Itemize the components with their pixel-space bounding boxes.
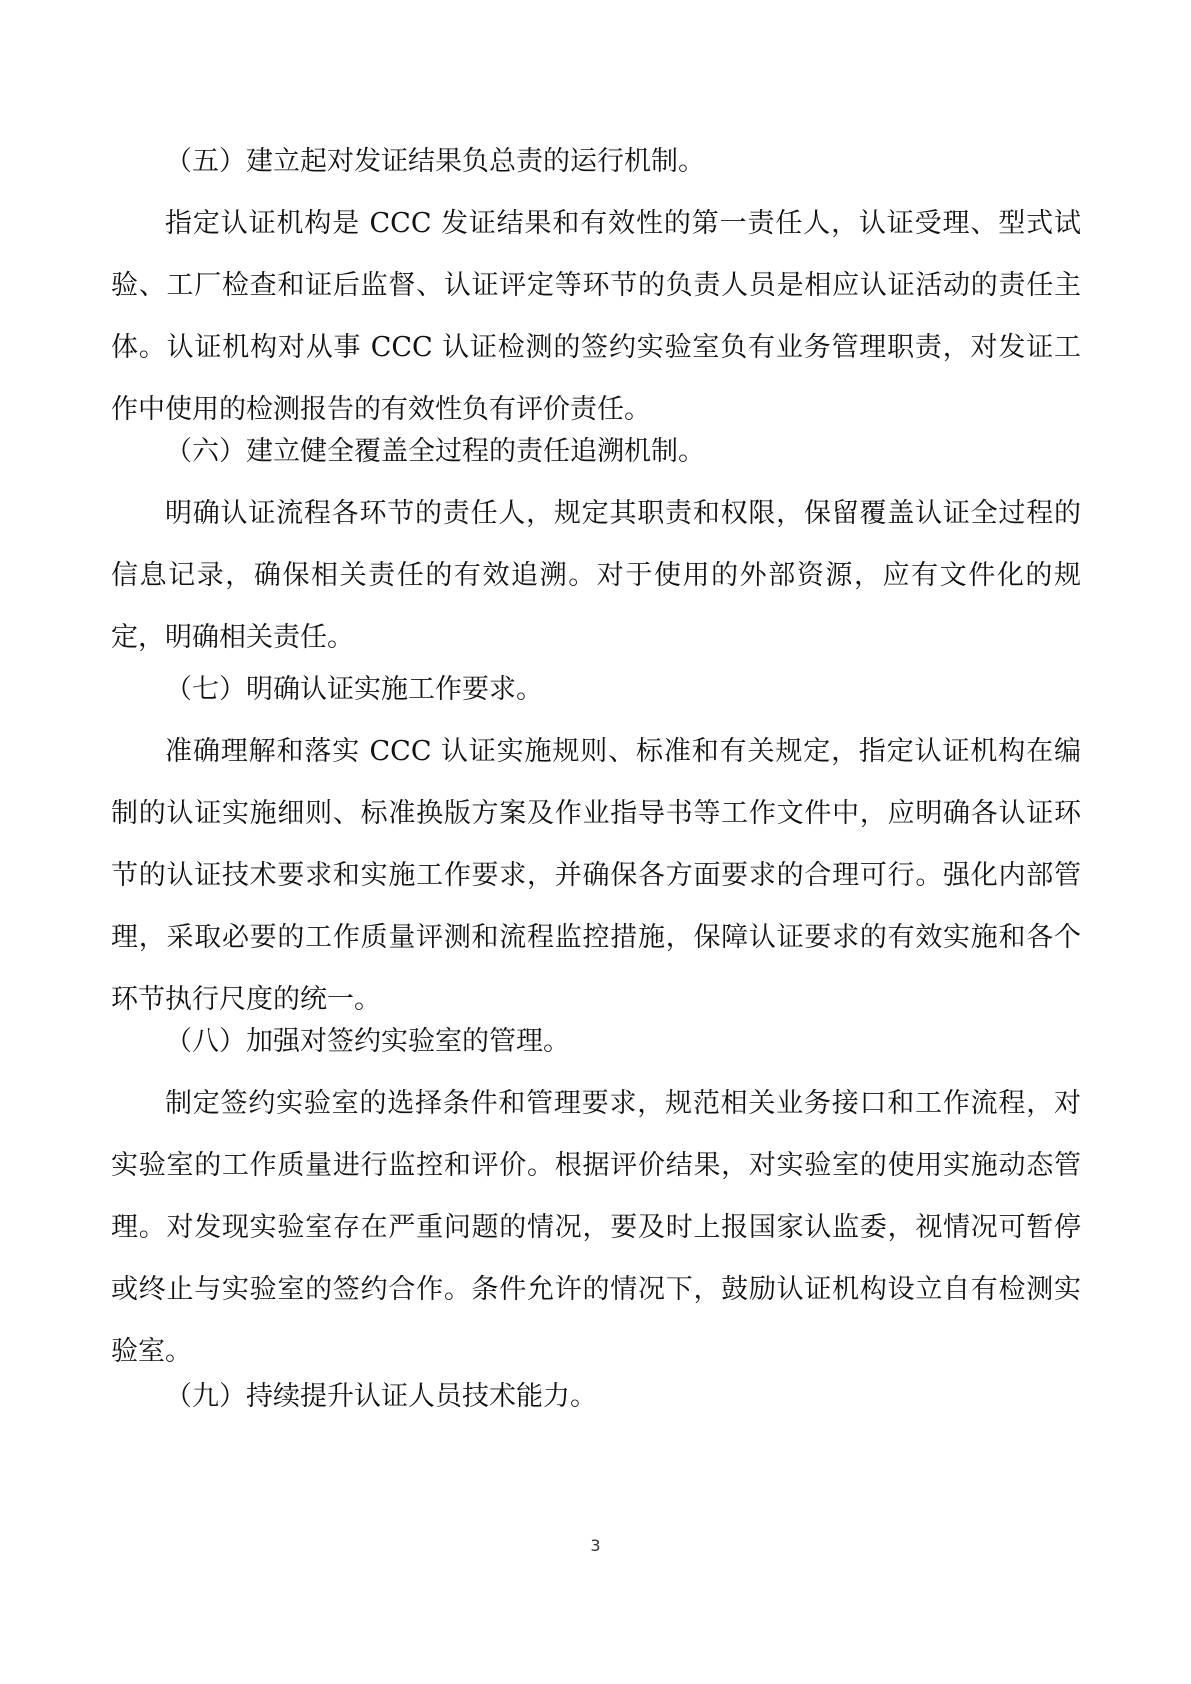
section-heading-6: （六）建立健全覆盖全过程的责任追溯机制。	[165, 436, 705, 467]
section-paragraph-8	[111, 1073, 1081, 1383]
paragraph-text: 准确理解和落实 CCC 认证实施规则、标准和有关规定，指定认证机构在编制的认证实施细则、标准换版方案及作业指导书等工作文件中，应明确各认证环节的认证技术要求和实施工作要求，并确保各方面要求的合理可行。强化内部管理，采取必要的工作质量评测和流程监控措施，保障认证要求的有效实施和各个环节执行尺度的统一。	[111, 736, 1081, 1015]
section-paragraph-6	[111, 483, 1081, 669]
section-heading-5: （五）建立起对发证结果负总责的运行机制。	[165, 146, 705, 177]
section-paragraph-5	[111, 193, 1081, 441]
section-heading-9: （九）持续提升认证人员技术能力。	[165, 1381, 597, 1412]
section-paragraph-7	[111, 721, 1081, 1031]
paragraph-text: 指定认证机构是 CCC 发证结果和有效性的第一责任人，认证受理、型式试验、工厂检查和证后监督、认证评定等环节的负责人员是相应认证活动的责任主体。认证机构对从事 CCC 认证检测的签约实验室负有业务管理职责，对发证工作中使用的检测报告的有效性负有评价责任。	[111, 208, 1081, 425]
section-heading-8: （八）加强对签约实验室的管理。	[165, 1026, 570, 1057]
paragraph-text: 制定签约实验室的选择条件和管理要求，规范相关业务接口和工作流程，对实验室的工作质量进行监控和评价。根据评价结果，对实验室的使用实施动态管理。对发现实验室存在严重问题的情况，要及时上报国家认监委，视情况可暂停或终止与实验室的签约合作。条件允许的情况下，鼓励认证机构设立自有检测实验室。	[111, 1088, 1081, 1367]
paragraph-text: 明确认证流程各环节的责任人，规定其职责和权限，保留覆盖认证全过程的信息记录，确保相关责任的有效追溯。对于使用的外部资源，应有文件化的规定，明确相关责任。	[111, 498, 1081, 653]
page-number: 3	[590, 1536, 601, 1555]
section-heading-7: （七）明确认证实施工作要求。	[165, 674, 543, 705]
